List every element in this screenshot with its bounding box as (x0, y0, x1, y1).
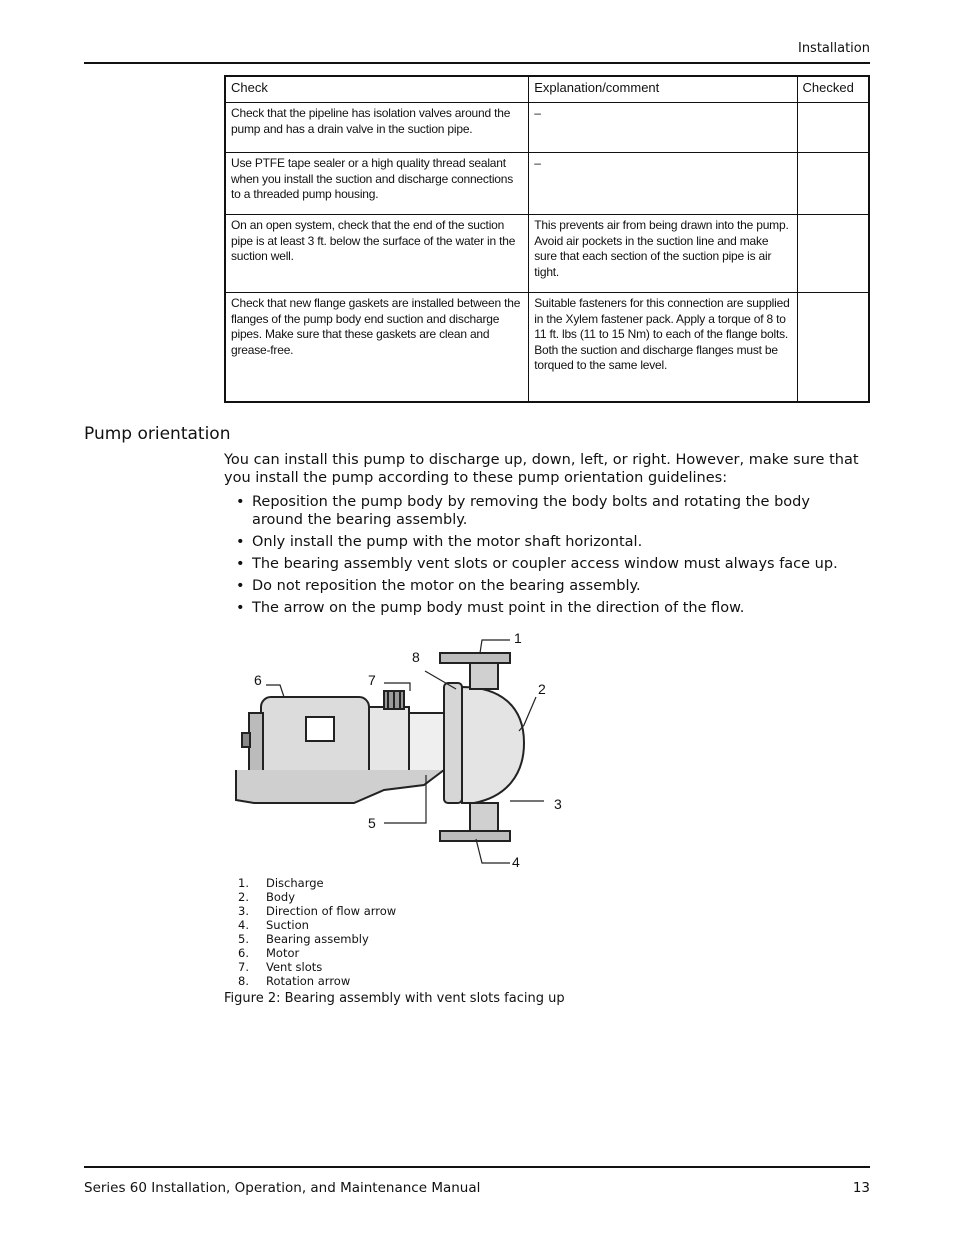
table-row (225, 215, 869, 293)
legend-number: 5. (238, 932, 249, 946)
callout-6: 6 (254, 672, 262, 688)
check-cell: Check that new flange gaskets are installed between the flanges of the pump body end suction and discharge pipes. Make sure that these gaskets are clean and grease-free. (225, 293, 529, 403)
discharge-flange (440, 653, 510, 663)
pump-diagram (224, 625, 584, 875)
legend-label: Suction (266, 918, 309, 932)
pump-body-plate (444, 683, 462, 803)
checked-cell[interactable] (797, 293, 869, 403)
figure-legend (238, 876, 396, 988)
list-item (238, 960, 396, 974)
checked-cell[interactable] (797, 215, 869, 293)
comment-cell: – (529, 153, 797, 215)
list-item (236, 555, 864, 573)
legend-label: Direction of flow arrow (266, 904, 397, 918)
checked-cell[interactable] (797, 103, 869, 153)
footer-manual-title: Series 60 Installation, Operation, and Maintenance Manual (84, 1180, 481, 1196)
legend-number: 3. (238, 904, 249, 918)
suction-flange (440, 831, 510, 841)
header-rule (84, 62, 870, 64)
table-header-row (225, 76, 869, 103)
suction-pipe (470, 803, 498, 831)
list-item (236, 577, 864, 595)
legend-number: 8. (238, 974, 249, 988)
header-section-label: Installation (797, 41, 870, 56)
checked-cell[interactable] (797, 153, 869, 215)
list-item (238, 876, 396, 890)
motor-end-cap (249, 713, 263, 771)
legend-label: Vent slots (266, 960, 323, 974)
list-item-text: Reposition the pump body by removing the body bolts and rotating the body around the bearing assembly. (252, 494, 810, 528)
bullet-icon: • (236, 534, 245, 550)
legend-label: Body (266, 890, 296, 904)
check-cell: Use PTFE tape sealer or a high quality thread sealant when you install the suction and discharge connections to a threaded pump housing. (225, 153, 529, 215)
bullet-icon: • (236, 600, 245, 616)
callout-8: 8 (412, 649, 420, 665)
callout-2: 2 (538, 681, 546, 697)
legend-label: Motor (266, 946, 300, 960)
legend-label: Discharge (266, 876, 324, 890)
list-item (238, 946, 396, 960)
legend-number: 4. (238, 918, 249, 932)
pump-base (236, 770, 444, 803)
legend-label: Bearing assembly (266, 932, 369, 946)
list-item (238, 890, 396, 904)
legend-number: 7. (238, 960, 249, 974)
list-item (238, 932, 396, 946)
callout-5: 5 (368, 815, 376, 831)
motor-label-plate (306, 717, 334, 741)
intro-paragraph: You can install this pump to discharge up, down, left, or right. However, make sure that you install the pump according to these pump orientation guidelines: (224, 452, 859, 486)
guideline-list (236, 493, 864, 621)
list-item (238, 918, 396, 932)
list-item (238, 974, 396, 988)
checklist-table (224, 75, 870, 403)
bullet-icon: • (236, 556, 245, 572)
column-header-check: Check (225, 76, 529, 103)
column-header-checked: Checked (797, 76, 869, 103)
check-cell: Check that the pipeline has isolation valves around the pump and has a drain valve in the suction pipe. (225, 103, 529, 153)
table-row (225, 103, 869, 153)
table-row (225, 153, 869, 215)
comment-cell: This prevents air from being drawn into the pump. Avoid air pockets in the suction line and make sure that each section of the suction pipe is air tight. (529, 215, 797, 293)
callout-3: 3 (554, 796, 562, 812)
callout-4: 4 (512, 854, 520, 870)
section-title: Pump orientation (84, 424, 231, 444)
footer-rule (84, 1166, 870, 1168)
callout-7: 7 (368, 672, 376, 688)
callout-1: 1 (514, 630, 522, 646)
comment-cell: Suitable fasteners for this connection are supplied in the Xylem fastener pack. Apply a torque of 8 to 11 ft. lbs (11 to 15 Nm) to each of the flange bolts. Both the suction and discharge flanges must be torqued to the same level. (529, 293, 797, 403)
list-item-text: The arrow on the pump body must point in the direction of the flow. (252, 600, 745, 616)
shaft-coupling (409, 713, 444, 771)
comment-cell: – (529, 103, 797, 153)
legend-number: 1. (238, 876, 249, 890)
list-item (236, 493, 864, 529)
pump-volute (462, 687, 524, 803)
list-item (236, 533, 864, 551)
list-item (238, 904, 396, 918)
pump-drawing (236, 653, 524, 841)
legend-number: 6. (238, 946, 249, 960)
legend-number: 2. (238, 890, 249, 904)
bearing-assembly (369, 707, 409, 779)
bullet-icon: • (236, 578, 245, 594)
legend-label: Rotation arrow (266, 974, 351, 988)
list-item-text: Do not reposition the motor on the bearing assembly. (252, 578, 641, 594)
table-row (225, 293, 869, 403)
list-item (236, 599, 864, 617)
list-item-text: The bearing assembly vent slots or coupler access window must always face up. (252, 556, 838, 572)
figure-caption: Figure 2: Bearing assembly with vent slots facing up (224, 991, 565, 1006)
motor-fan-nub (242, 733, 250, 747)
bullet-icon: • (236, 494, 245, 510)
check-cell: On an open system, check that the end of the suction pipe is at least 3 ft. below the surface of the water in the suction well. (225, 215, 529, 293)
list-item-text: Only install the pump with the motor shaft horizontal. (252, 534, 643, 550)
column-header-comment: Explanation/comment (529, 76, 797, 103)
footer-page-number: 13 (852, 1180, 870, 1196)
